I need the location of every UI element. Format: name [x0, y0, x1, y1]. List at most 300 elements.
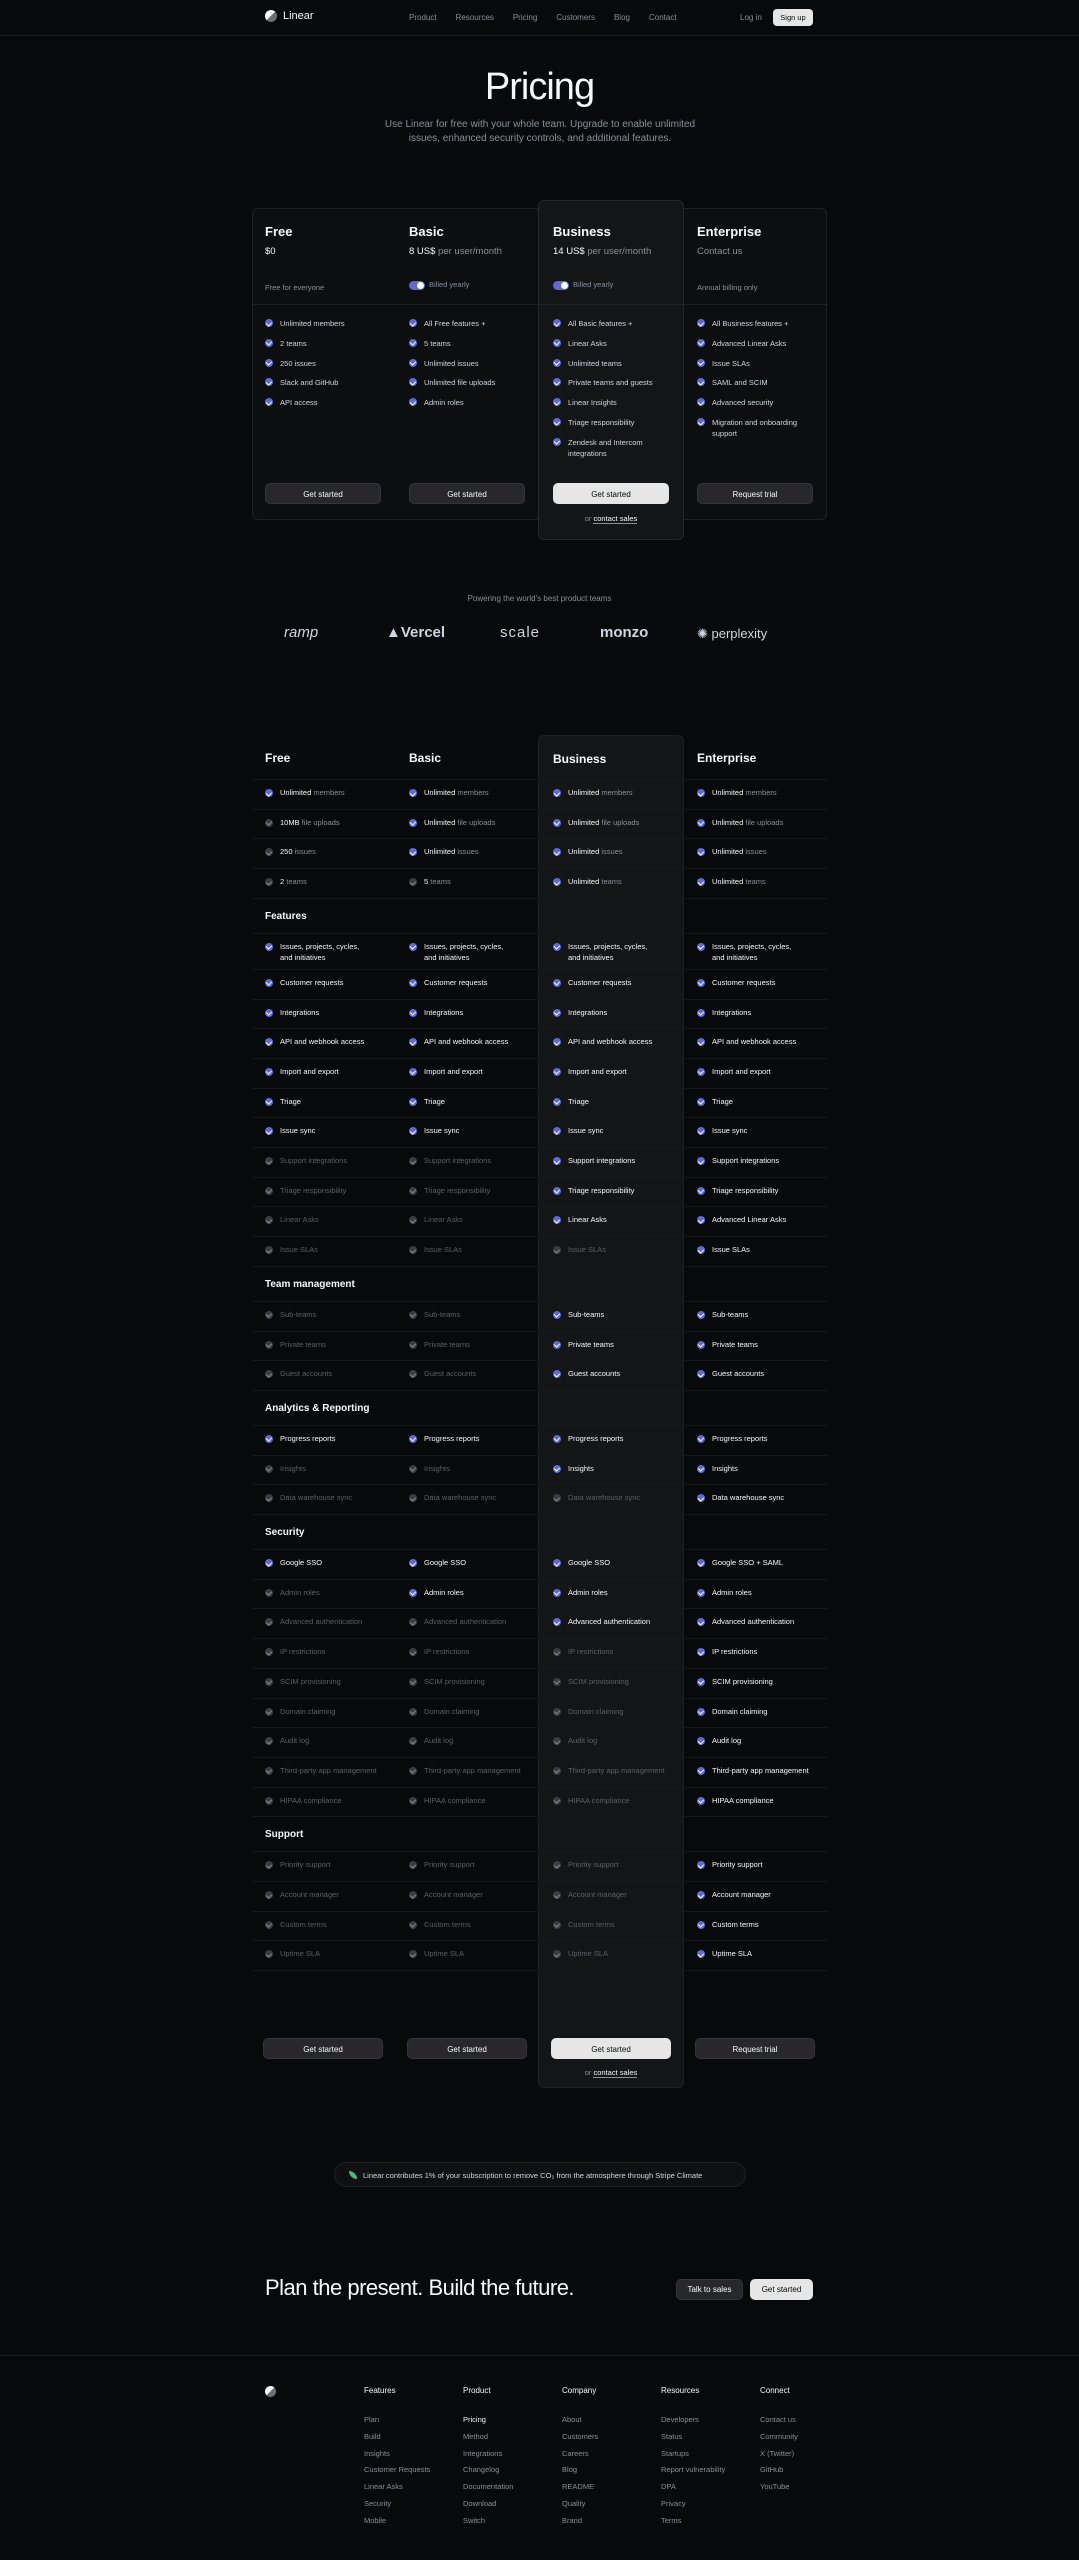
- row-divider: [252, 1727, 827, 1728]
- check-icon: [265, 1009, 273, 1017]
- usage-value: 5: [424, 877, 429, 887]
- signup-button[interactable]: Sign up: [773, 9, 813, 26]
- usage-value: Unlimited: [712, 817, 744, 827]
- feature-cell: SCIM provisioning: [424, 1676, 485, 1686]
- footer-divider: [0, 2355, 1079, 2356]
- usage-cell: [280, 846, 316, 857]
- check-icon: [409, 1009, 417, 1017]
- row-divider: [252, 809, 827, 810]
- check-icon: [697, 1618, 705, 1626]
- row-divider: [252, 1147, 827, 1148]
- footer-link[interactable]: Plan: [364, 2415, 380, 2424]
- login-link[interactable]: Log in: [740, 13, 762, 22]
- footer-link[interactable]: Careers: [562, 2448, 589, 2458]
- monzo-logo: monzo: [600, 624, 649, 641]
- row-divider: [252, 1301, 827, 1302]
- footer-link[interactable]: README: [562, 2482, 595, 2492]
- check-icon: [409, 1708, 417, 1716]
- card-divider: [252, 304, 396, 305]
- plan-name: Basic: [409, 224, 444, 239]
- footer-link[interactable]: About: [562, 2415, 582, 2424]
- usage-cell: [424, 787, 489, 798]
- check-icon: [265, 1465, 273, 1473]
- feature-cell: Custom terms: [424, 1919, 471, 1929]
- row-divider: [252, 1757, 827, 1758]
- feature-cell: Import and export: [712, 1066, 771, 1076]
- check-icon: [697, 1038, 705, 1046]
- footer-link[interactable]: Developers: [661, 2415, 699, 2424]
- check-icon: [265, 1891, 273, 1899]
- nav-link-contact[interactable]: Contact: [648, 13, 677, 22]
- check-icon: [553, 1708, 561, 1716]
- feature-cell: Admin roles: [712, 1587, 752, 1597]
- row-divider: [252, 1331, 827, 1332]
- check-icon: [409, 943, 417, 951]
- check-icon: [553, 979, 561, 987]
- feature-cell: Google SSO: [280, 1558, 323, 1567]
- check-icon: [697, 819, 705, 827]
- check-icon: [265, 1435, 273, 1443]
- row-divider: [252, 933, 827, 934]
- nav-link-resources[interactable]: Resources: [455, 13, 494, 22]
- check-icon: [553, 1311, 561, 1319]
- compare-section-title: Team management: [265, 1278, 355, 1290]
- usage-label: issues: [745, 847, 767, 857]
- footer-link[interactable]: Insights: [364, 2448, 390, 2458]
- usage-cell: [424, 876, 451, 887]
- check-icon: [697, 1648, 705, 1656]
- check-icon: [553, 359, 561, 367]
- check-icon: [265, 1038, 273, 1046]
- row-divider: [252, 1206, 827, 1207]
- check-icon: [265, 1246, 273, 1254]
- footer-link[interactable]: Linear Asks: [364, 2482, 403, 2492]
- feature-cell: Issues, projects, cycles, and initiatives: [280, 941, 360, 962]
- feature-cell: Uptime SLA: [568, 1949, 609, 1959]
- plan-get-started-button[interactable]: Request trial: [697, 483, 813, 504]
- contact-prefix: or: [584, 514, 592, 523]
- check-icon: [697, 1157, 705, 1165]
- feature-cell: Advanced Linear Asks: [712, 1215, 787, 1225]
- footer-link[interactable]: Download: [463, 2499, 497, 2508]
- card-divider: [540, 304, 684, 305]
- footer-link[interactable]: Mobile: [364, 2515, 387, 2525]
- feature-cell: Third-party app management: [568, 1765, 665, 1775]
- check-icon: [409, 1127, 417, 1135]
- footer-link[interactable]: Brand: [562, 2515, 583, 2525]
- check-icon: [697, 1216, 705, 1224]
- check-icon: [697, 878, 705, 886]
- billing-note-text: Billed yearly: [573, 280, 614, 289]
- feature-cell: Customer requests: [568, 977, 632, 987]
- feature-cell: SCIM provisioning: [568, 1676, 629, 1686]
- feature-cell: Integrations: [424, 1007, 464, 1017]
- check-icon: [265, 943, 273, 951]
- footer-link[interactable]: Community: [760, 2431, 798, 2441]
- usage-label: members: [601, 788, 633, 797]
- check-icon: [409, 1068, 417, 1076]
- footer-link[interactable]: Status: [661, 2431, 683, 2441]
- plan-name: Enterprise: [697, 224, 762, 239]
- compare-plan-header: Enterprise: [697, 751, 757, 765]
- feature-cell: Guest accounts: [712, 1369, 765, 1379]
- usage-value: Unlimited: [568, 788, 600, 797]
- plan-feature: Advanced Linear Asks: [712, 338, 787, 348]
- feature-cell: Sub-teams: [280, 1309, 317, 1319]
- feature-cell: Third-party app management: [280, 1765, 377, 1775]
- check-icon: [409, 1341, 417, 1349]
- footer-link[interactable]: Pricing: [463, 2415, 486, 2424]
- footer-link[interactable]: Build: [364, 2431, 381, 2441]
- check-icon: [697, 1187, 705, 1195]
- check-icon: [265, 878, 273, 886]
- usage-label: teams: [745, 877, 766, 887]
- plan-feature: Linear Insights: [568, 398, 617, 408]
- usage-label: members: [313, 788, 345, 797]
- check-icon: [697, 1311, 705, 1319]
- check-icon: [697, 1246, 705, 1254]
- plan-feature: Issue SLAs: [712, 358, 750, 368]
- contact-sales-link[interactable]: contact sales: [593, 514, 638, 523]
- climate-text: Linear contributes 1% of your subscription to remove CO₂ from the atmosphere through Stripe Climate: [363, 2171, 703, 2180]
- cta-headline: Plan the present. Build the future.: [265, 2275, 575, 2300]
- feature-cell: Customer requests: [712, 977, 776, 987]
- row-divider: [252, 1028, 827, 1029]
- contact-prefix: or: [584, 2068, 592, 2077]
- usage-value: Unlimited: [568, 847, 600, 857]
- row-divider: [252, 1390, 827, 1391]
- feature-cell: Integrations: [712, 1007, 752, 1017]
- plan-get-started-button[interactable]: Get started: [265, 483, 381, 504]
- feature-cell: Linear Asks: [424, 1215, 463, 1225]
- usage-label: teams: [286, 877, 307, 887]
- usage-label: issues: [601, 847, 623, 857]
- check-icon: [553, 1465, 561, 1473]
- feature-cell: Guest accounts: [424, 1369, 477, 1379]
- price-suffix: per user/month: [438, 246, 502, 257]
- check-icon: [265, 1216, 273, 1224]
- nav-link-product[interactable]: Product: [409, 13, 437, 22]
- row-divider: [252, 1425, 827, 1426]
- usage-value: 2: [280, 877, 285, 887]
- row-divider: [252, 1058, 827, 1059]
- check-icon: [265, 1708, 273, 1716]
- feature-cell: HIPAA compliance: [280, 1795, 342, 1805]
- check-icon: [553, 1559, 561, 1567]
- billing-note: [409, 280, 469, 290]
- card-divider: [396, 304, 540, 305]
- footer-link[interactable]: Documentation: [463, 2482, 514, 2492]
- feature-cell: Issue SLAs: [568, 1245, 606, 1255]
- compare-section-title: Analytics & Reporting: [265, 1402, 370, 1414]
- footer-link[interactable]: Report vulnerability: [661, 2465, 726, 2475]
- check-icon: [697, 1708, 705, 1716]
- check-icon: [553, 1009, 561, 1017]
- row-divider: [252, 1816, 827, 1817]
- usage-value: Unlimited: [568, 817, 600, 827]
- row-divider: [252, 1940, 827, 1941]
- billing-toggle[interactable]: [409, 281, 425, 290]
- feature-cell: Account manager: [424, 1890, 483, 1899]
- row-divider: [252, 1608, 827, 1609]
- plan-feature: Unlimited file uploads: [424, 378, 496, 388]
- check-icon: [409, 1216, 417, 1224]
- feature-cell: Triage: [712, 1096, 733, 1106]
- usage-value: Unlimited: [424, 788, 456, 797]
- check-icon: [553, 819, 561, 827]
- footer-link[interactable]: Switch: [463, 2515, 486, 2525]
- feature-cell: Sub-teams: [712, 1309, 749, 1319]
- feature-cell: Data warehouse sync: [424, 1493, 497, 1503]
- check-icon: [553, 1435, 561, 1443]
- usage-cell: [712, 846, 767, 857]
- plan-price: [265, 246, 276, 257]
- check-icon: [265, 1648, 273, 1656]
- usage-label: issues: [294, 847, 316, 857]
- check-icon: [265, 1311, 273, 1319]
- feature-cell: Support integrations: [280, 1156, 348, 1165]
- check-icon: [409, 1921, 417, 1929]
- compare-cta-button[interactable]: Get started: [263, 2038, 383, 2059]
- check-icon: [697, 1435, 705, 1443]
- check-icon: [553, 1157, 561, 1165]
- feature-cell: Priority support: [424, 1860, 475, 1870]
- check-icon: [553, 1589, 561, 1597]
- check-icon: [409, 319, 417, 327]
- footer-link[interactable]: Method: [463, 2431, 489, 2441]
- check-icon: [409, 1950, 417, 1958]
- row-divider: [252, 1579, 827, 1580]
- plan-feature: API access: [280, 398, 318, 408]
- plan-get-started-button[interactable]: Get started: [553, 483, 669, 504]
- check-icon: [553, 438, 561, 446]
- usage-cell: [568, 846, 623, 857]
- feature-cell: Import and export: [568, 1066, 627, 1076]
- row-divider: [252, 868, 827, 869]
- nav-link-pricing[interactable]: Pricing: [512, 13, 538, 22]
- feature-cell: Guest accounts: [568, 1369, 621, 1379]
- feature-cell: Admin roles: [568, 1587, 608, 1597]
- compare-cta-button[interactable]: Request trial: [695, 2038, 815, 2059]
- feature-cell: IP restrictions: [568, 1647, 614, 1657]
- check-icon: [265, 1370, 273, 1378]
- billing-note-text: Free for everyone: [265, 283, 325, 292]
- feature-cell: Progress reports: [424, 1433, 480, 1443]
- usage-value: Unlimited: [712, 788, 744, 797]
- scale-logo: scale: [500, 624, 541, 641]
- feature-cell: API and webhook access: [280, 1037, 365, 1047]
- feature-cell: Audit log: [424, 1736, 454, 1746]
- footer-link[interactable]: Privacy: [661, 2499, 686, 2508]
- check-icon: [697, 1465, 705, 1473]
- footer-link[interactable]: X (Twitter): [760, 2448, 795, 2458]
- footer-link[interactable]: Blog: [562, 2465, 578, 2475]
- check-icon: [697, 339, 705, 347]
- footer-link[interactable]: Integrations: [463, 2448, 503, 2458]
- feature-cell: Issue SLAs: [424, 1245, 462, 1255]
- billing-toggle[interactable]: [553, 281, 569, 290]
- feature-cell: HIPAA compliance: [568, 1795, 630, 1805]
- usage-cell: [424, 817, 495, 828]
- feature-cell: Linear Asks: [568, 1215, 607, 1225]
- row-divider: [252, 1787, 827, 1788]
- feature-cell: Integrations: [280, 1007, 320, 1017]
- feature-cell: Sub-teams: [568, 1309, 605, 1319]
- footer-link[interactable]: Contact us: [760, 2415, 796, 2424]
- footer-link[interactable]: YouTube: [760, 2482, 790, 2492]
- check-icon: [409, 1098, 417, 1106]
- feature-cell: Custom terms: [568, 1919, 615, 1929]
- usage-label: teams: [430, 877, 451, 887]
- feature-cell: Data warehouse sync: [280, 1493, 353, 1503]
- row-divider: [252, 1970, 827, 1971]
- row-divider: [252, 898, 827, 899]
- usage-label: file uploads: [745, 817, 784, 827]
- row-divider: [252, 1177, 827, 1178]
- nav-link-blog[interactable]: Blog: [613, 13, 630, 22]
- feature-cell: Triage responsibility: [280, 1185, 347, 1195]
- check-icon: [697, 1009, 705, 1017]
- talk-to-sales-button[interactable]: Talk to sales: [676, 2279, 743, 2300]
- footer-column-title: Resources: [661, 2386, 700, 2395]
- check-icon: [553, 943, 561, 951]
- row-divider: [252, 999, 827, 1000]
- compare-cta-button[interactable]: Get started: [551, 2038, 671, 2059]
- plan-name: Business: [553, 224, 611, 239]
- contact-sales-link[interactable]: contact sales: [593, 2068, 638, 2077]
- feature-cell: Integrations: [568, 1007, 608, 1017]
- billing-note: [697, 283, 757, 292]
- feature-cell: IP restrictions: [712, 1647, 758, 1657]
- feature-cell: Customer requests: [424, 977, 488, 987]
- page-subtitle: Use Linear for free with your whole team. Upgrade to enable unlimited issues, enhanced security controls, and additional features.: [384, 119, 696, 144]
- feature-cell: Data warehouse sync: [568, 1493, 641, 1503]
- row-divider: [252, 1549, 827, 1550]
- perplexity-logo: ✺ perplexity: [697, 626, 768, 641]
- logos-caption: Powering the world's best product teams: [467, 594, 612, 603]
- check-icon: [265, 1494, 273, 1502]
- climate-banner[interactable]: [334, 2162, 746, 2187]
- compare-cta-button[interactable]: Get started: [407, 2038, 527, 2059]
- footer-link[interactable]: Quality: [562, 2499, 586, 2508]
- check-icon: [697, 943, 705, 951]
- usage-cell: [712, 817, 783, 828]
- footer-link[interactable]: Customer Requests: [364, 2465, 431, 2475]
- plan-feature: Admin roles: [424, 398, 464, 408]
- check-icon: [553, 1187, 561, 1195]
- footer-link[interactable]: Security: [364, 2499, 392, 2508]
- price-amount: $0: [265, 246, 276, 257]
- brand-logo[interactable]: [265, 10, 314, 22]
- feature-cell: Progress reports: [568, 1433, 624, 1443]
- check-icon: [265, 1068, 273, 1076]
- feature-cell: Progress reports: [280, 1433, 336, 1443]
- check-icon: [265, 1861, 273, 1869]
- feature-cell: Advanced authentication: [712, 1617, 795, 1627]
- feature-cell: Insights: [424, 1463, 450, 1473]
- footer-link[interactable]: DPA: [661, 2482, 676, 2492]
- check-icon: [409, 1311, 417, 1319]
- check-icon: [265, 1921, 273, 1929]
- footer-linear-logo-icon[interactable]: [265, 2386, 276, 2397]
- contact-sales-line: [553, 514, 669, 523]
- plan-get-started-button[interactable]: Get started: [409, 483, 525, 504]
- check-icon: [265, 1589, 273, 1597]
- feature-cell: Advanced authentication: [568, 1617, 651, 1627]
- plan-feature: 5 teams: [424, 338, 451, 348]
- usage-cell: [568, 876, 622, 887]
- feature-cell: Domain claiming: [568, 1706, 624, 1716]
- check-icon: [409, 1246, 417, 1254]
- usage-value: Unlimited: [568, 877, 600, 887]
- feature-cell: Triage responsibility: [424, 1185, 491, 1195]
- check-icon: [265, 1678, 273, 1686]
- usage-value: 10MB: [280, 817, 300, 827]
- feature-cell: Issues, projects, cycles, and initiatives: [424, 941, 504, 962]
- row-divider: [252, 969, 827, 970]
- plan-feature: Unlimited teams: [568, 358, 622, 368]
- footer-link[interactable]: Changelog: [463, 2465, 500, 2475]
- feature-cell: Support integrations: [424, 1156, 492, 1165]
- feature-cell: Custom terms: [712, 1919, 759, 1929]
- nav-link-customers[interactable]: Customers: [556, 13, 595, 22]
- plan-price: [553, 246, 651, 257]
- plan-feature: Slack and GitHub: [280, 378, 339, 388]
- footer-link[interactable]: Customers: [562, 2431, 599, 2441]
- feature-cell: Support integrations: [568, 1156, 636, 1165]
- row-divider: [252, 1698, 827, 1699]
- check-icon: [409, 979, 417, 987]
- usage-label: file uploads: [457, 817, 496, 827]
- feature-cell: Triage: [424, 1096, 445, 1106]
- feature-cell: Issue sync: [280, 1126, 316, 1136]
- check-icon: [697, 1921, 705, 1929]
- check-icon: [265, 1187, 273, 1195]
- check-icon: [409, 1187, 417, 1195]
- feature-cell: Admin roles: [424, 1587, 464, 1597]
- check-icon: [697, 1068, 705, 1076]
- usage-cell: [280, 787, 345, 798]
- feature-cell: Advanced authentication: [424, 1617, 507, 1627]
- feature-cell: Account manager: [280, 1890, 339, 1899]
- compare-section-title: Security: [265, 1527, 305, 1538]
- leaf-icon: [349, 2171, 357, 2179]
- check-icon: [265, 359, 273, 367]
- plan-feature: 2 teams: [280, 338, 307, 348]
- card-divider: [684, 304, 828, 305]
- check-icon: [409, 339, 417, 347]
- feature-cell: Insights: [568, 1463, 594, 1473]
- check-icon: [553, 1678, 561, 1686]
- business-column-highlight: [538, 735, 684, 2088]
- check-icon: [697, 1678, 705, 1686]
- row-divider: [252, 838, 827, 839]
- feature-cell: Triage responsibility: [712, 1185, 779, 1195]
- row-divider: [252, 1455, 827, 1456]
- compare-plan-header: Business: [553, 752, 607, 766]
- footer-link[interactable]: Terms: [661, 2515, 682, 2525]
- footer-link[interactable]: Startups: [661, 2448, 689, 2458]
- footer-link[interactable]: GitHub: [760, 2465, 784, 2475]
- top-nav: [0, 0, 1079, 36]
- billing-note: [265, 283, 324, 292]
- feature-cell: Issues, projects, cycles, and initiatives: [712, 941, 792, 962]
- usage-label: members: [745, 788, 777, 797]
- feature-cell: Triage: [568, 1096, 589, 1106]
- cta-get-started-button[interactable]: Get started: [750, 2279, 813, 2300]
- check-icon: [697, 319, 705, 327]
- usage-cell: [712, 876, 766, 887]
